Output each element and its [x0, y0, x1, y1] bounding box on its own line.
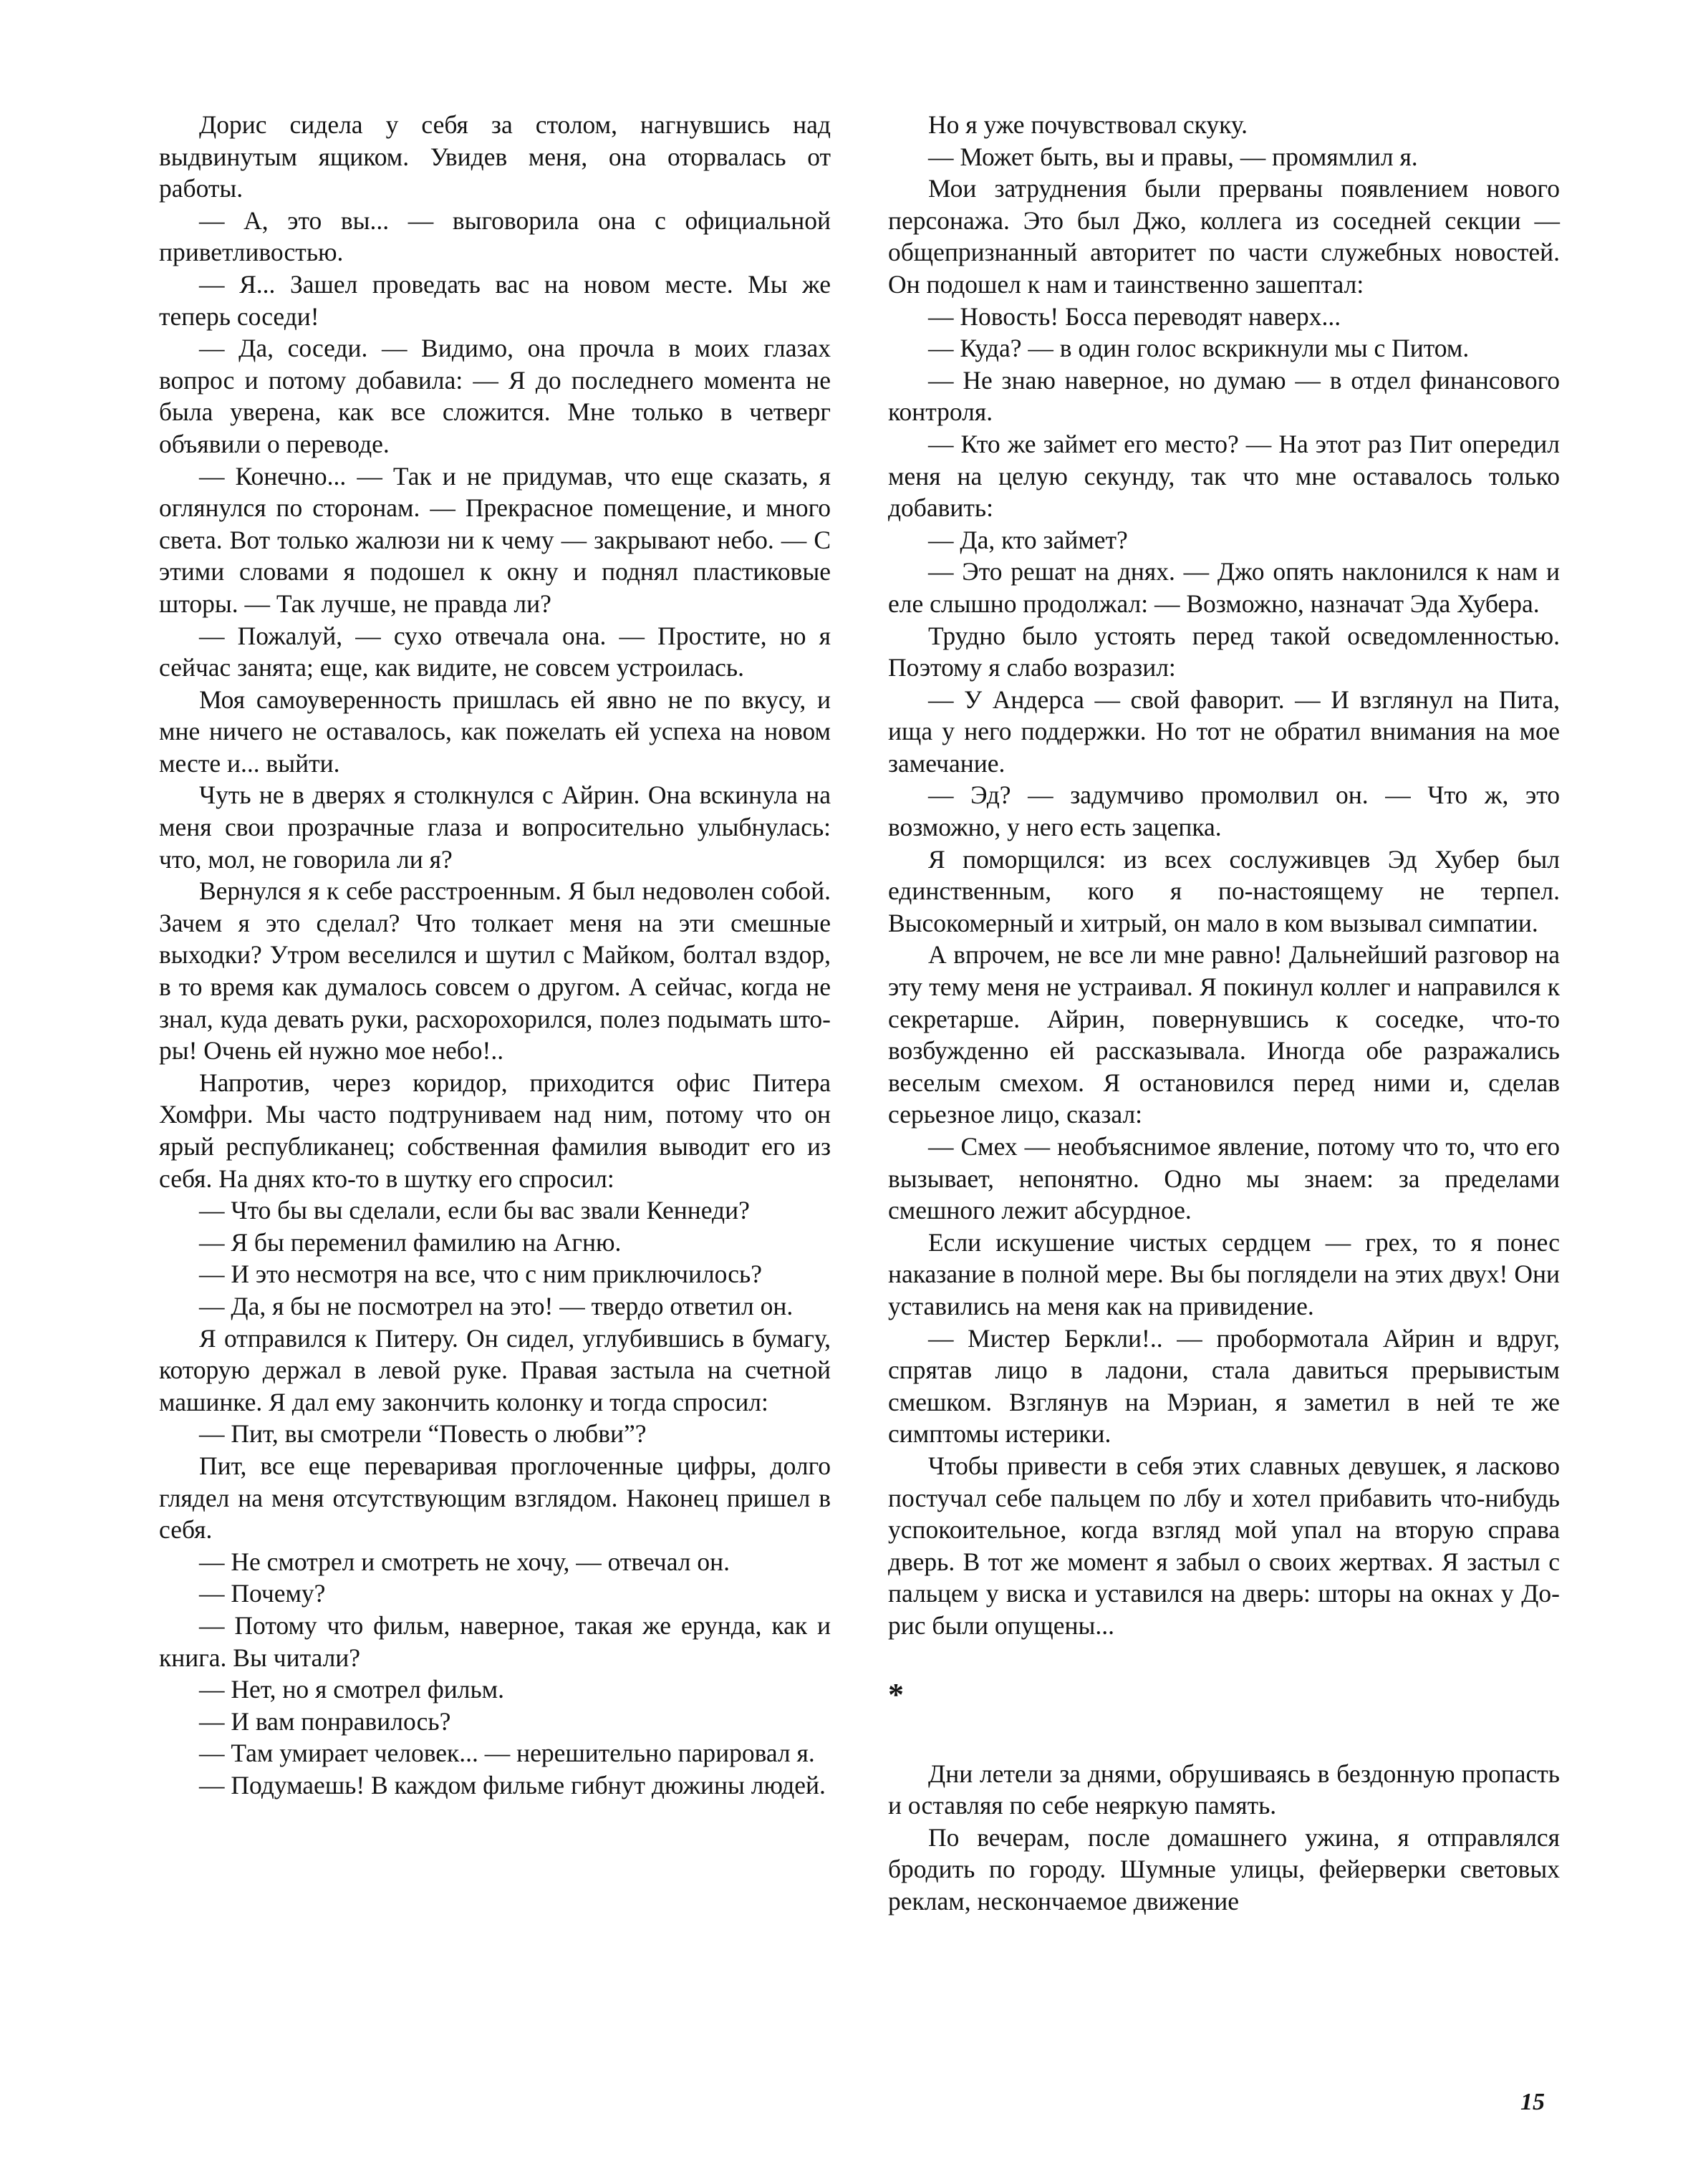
- paragraph: — Я... Зашел проведать вас на новом месте. Мы же теперь соседи!: [159, 269, 831, 331]
- paragraph: Мои затруднения были прерваны появлением нового персонажа. Это был Джо, коллега из соседней секции — общепризнанный авторитет по части служебных новостей. Он подошел к нам и таинственно зашептал:: [888, 174, 1560, 299]
- paragraph: — Да, соседи. — Видимо, она прочла в моих глазах вопрос и потому добавила: — Я до последнего момента не была уверена, как все сложится. Мне только в четверг объявили о переводе.: [159, 334, 831, 458]
- paragraph: — Нет, но я смотрел фильм.: [199, 1675, 504, 1704]
- paragraph: — Что бы вы сделали, если бы вас звали Кеннеди?: [199, 1196, 750, 1225]
- paragraph: — У Андерса — свой фаворит. — И взглянул на Пита, ища у него поддержки. Но тот не обратил внимания на мое замечание.: [888, 685, 1560, 778]
- paragraph: — Потому что фильм, наверное, такая же ерунда, как и книга. Вы читали?: [159, 1610, 831, 1672]
- paragraph: Чтобы привести в себя этих славных девушек, я ласково постучал себе пальцем по лбу и хотел прибавить что-нибудь успокоительное, когда взгляд мой упал на вторую справа дверь. В тот же момент я забыл о своих жертвах. Я застыл с пальцем у виска и уставился на дверь: шторы на окнах у Дорис были опущены...: [888, 1451, 1560, 1640]
- paragraph: — Мистер Беркли!.. — пробормотала Айрин и вдруг, спрятав лицо в ладони, стала давиться прерывистым смешком. Взглянув на Мэриан, я заметил в ней те же симптомы истерики.: [888, 1323, 1560, 1449]
- paragraph: — Да, я бы не посмотрел на это! — твердо ответил он.: [199, 1291, 794, 1320]
- right-column-section-2: [888, 1758, 1560, 1918]
- paragraph: Дорис сидела у себя за столом, нагнувшись над выдвинутым ящиком. Увидев меня, она оторвалась от работы.: [159, 110, 831, 203]
- paragraph: — Конечно... — Так и не придумав, что еще сказать, я оглянулся по сторонам. — Прекрасное помещение, и много света. Вот только жалюзи ни к чему — закрывают небо. — С этими словами я подошел к окну и поднял пластиковые шторы. — Так лучше, не правда ли?: [159, 461, 831, 618]
- paragraph: Напротив, через коридор, приходится офис Питера Хомфри. Мы часто подтруниваем над ним, потому что он ярый республиканец; собственная фамилия выводит его из себя. На днях кто-то в шутку его спросил:: [159, 1068, 831, 1193]
- paragraph: — А, это вы... — выговорила она с официальной приветливостью.: [159, 206, 831, 267]
- paragraph: По вечерам, после домашнего ужина, я отправлялся бродить по городу. Шумные улицы, фейерверки световых реклам, нескончаемое движение: [888, 1822, 1560, 1915]
- paragraph: Дни летели за днями, обрушиваясь в бездонную пропасть и оставляя по себе неяркую память.: [888, 1759, 1560, 1820]
- paragraph: Чуть не в дверях я столкнулся с Айрин. Она вскинула на меня свои прозрачные глаза и вопросительно улыбнулась: что, мол, не говорила ли я?: [159, 781, 831, 874]
- paragraph: Моя самоуверенность пришлась ей явно не по вкусу, и мне ничего не оставалось, как пожелать ей успеха на новом месте и... выйти.: [159, 685, 831, 778]
- paragraph: — Кто же займет его место? — На этот раз Пит опередил меня на целую секунду, так что мне оставалось только добавить:: [888, 429, 1560, 523]
- paragraph: — Да, кто займет?: [928, 525, 1128, 554]
- left-text-column: [159, 109, 831, 1801]
- page-number: 15: [1520, 2089, 1545, 2115]
- paragraph: Я поморщился: из всех сослуживцев Эд Хубер был единственным, кого я по-настоящему не терпел. Высокомерный и хитрый, он мало в ком вызывал симпатии.: [888, 844, 1560, 937]
- paragraph: — Пожалуй, — сухо отвечала она. — Простите, но я сейчас занята; еще, как видите, не совсем устроилась.: [159, 621, 831, 682]
- paragraph: — Там умирает человек... — нерешительно парировал я.: [199, 1739, 815, 1768]
- paragraph: — Пит, вы смотрели “Повесть о любви”?: [199, 1419, 647, 1449]
- right-column-section-1: [888, 109, 1560, 1642]
- paragraph: — Это решат на днях. — Джо опять наклонился к нам и еле слышно продолжал: — Возможно, назначат Эда Хубера.: [888, 557, 1560, 618]
- paragraph: — Может быть, вы и правы, — промямлил я.: [928, 142, 1418, 171]
- paragraph: А впрочем, не все ли мне равно! Дальнейший разговор на эту тему меня не устраивал. Я покинул коллег и направился к секретарше. Айрин, повернувшись к соседке, что-то возбужденно ей рассказывала. Иногда обе разражались веселым смехом. Я остановился перед ними и, сделав серьезное лицо, сказал:: [888, 940, 1560, 1129]
- paragraph: Трудно было устоять перед такой осведомленностью. Поэтому я слабо возразил:: [888, 621, 1560, 682]
- paragraph: — Эд? — задумчиво промолвил он. — Что ж, это возможно, у него есть зацепка.: [888, 781, 1560, 842]
- paragraph: — И вам понравилось?: [199, 1706, 451, 1736]
- paragraph: — Подумаешь! В каждом фильме гибнут дюжины людей.: [199, 1770, 826, 1799]
- paragraph: — Я бы переменил фамилию на Агню.: [199, 1227, 622, 1257]
- paragraph: Я отправился к Питеру. Он сидел, углубившись в бумагу, которую держал в левой руке. Правая застыла на счетной машинке. Я дал ему закончить колонку и тогда спросил:: [159, 1323, 831, 1416]
- right-text-column: [888, 109, 1560, 1917]
- paragraph: — Новость! Босса переводят наверх...: [928, 301, 1341, 331]
- paragraph: Но я уже почувствовал скуку.: [928, 110, 1248, 139]
- paragraph: — Не знаю наверное, но думаю — в отдел финансового контроля.: [888, 365, 1560, 427]
- paragraph: — Смех — необъяснимое явление, потому что то, что его вызывает, непонятно. Одно мы знаем: за пределами смешного лежит абсурдное.: [888, 1132, 1560, 1225]
- paragraph: Пит, все еще переваривая проглоченные цифры, долго глядел на меня отсутствующим взглядом. Наконец пришел в себя.: [159, 1451, 831, 1545]
- paragraph: Если искушение чистых сердцем — грех, то я понес наказание в полной мере. Вы бы поглядели на этих двух! Они уставились на меня как на привидение.: [888, 1227, 1560, 1320]
- paragraph: — Не смотрел и смотреть не хочу, — отвечал он.: [199, 1547, 730, 1576]
- section-break-asterisk: *: [888, 1676, 904, 1712]
- paragraph: — И это несмотря на все, что с ним приключилось?: [199, 1260, 762, 1289]
- paragraph: Вернулся я к себе расстроенным. Я был недоволен собой. Зачем я это сделал? Что толкает меня на эти смешные выходки? Утром веселился и шутил с Майком, болтал вздор, в то время как думалось совсем о другом. А сейчас, когда не знал, куда девать руки, расхорохорился, полез подымать шторы! Очень ей нужно мое небо!..: [159, 876, 831, 1066]
- paragraph: — Куда? — в один голос вскрикнули мы с Питом.: [928, 334, 1470, 363]
- paragraph: — Почему?: [199, 1579, 326, 1608]
